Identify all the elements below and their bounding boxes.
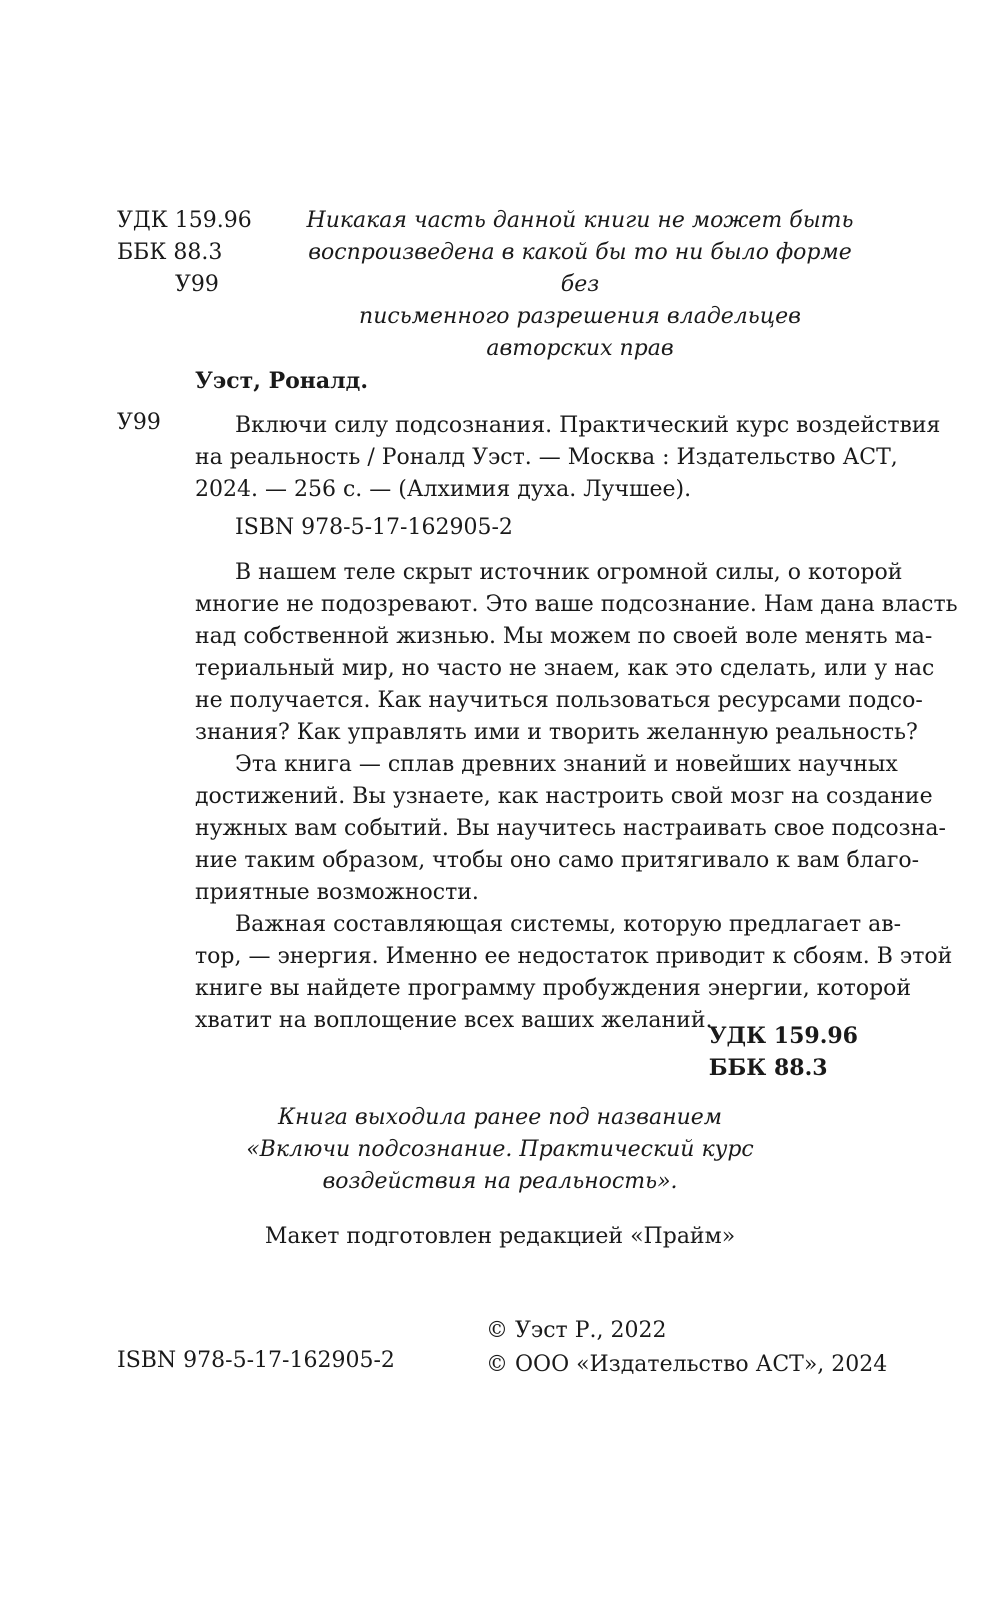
annotation-line: териальный мир, но часто не знаем, как это сделать, или у нас (195, 656, 935, 681)
udk-code-bottom: УДК 159.96 (708, 1023, 858, 1049)
annotation-line: достижений. Вы узнаете, как настроить свой мозг на создание (195, 784, 933, 809)
copyright-notice (300, 205, 860, 365)
annotation-line: знания? Как управлять ими и творить желанную реальность? (195, 720, 918, 745)
annotation-line: В нашем теле скрыт источник огромной силы, о которой (235, 560, 903, 585)
author-heading: Уэст, Роналд. (195, 368, 369, 394)
isbn-record: ISBN 978-5-17-162905-2 (235, 515, 513, 540)
previous-title-line: «Включи подсознание. Практический курс (246, 1137, 754, 1162)
bbk-code-bottom: ББК 88.3 (708, 1055, 828, 1081)
previous-title-line: Книга выходила ранее под названием (277, 1105, 723, 1130)
annotation-line: нужных вам событий. Вы научитесь настраивать свое подсозна- (195, 816, 946, 841)
annotation-line: многие не подозревают. Это ваше подсознание. Нам дана власть (195, 592, 958, 617)
classification-codes-bottom (709, 1020, 858, 1084)
copyright-lines (486, 1314, 887, 1382)
annotation-paragraph (195, 557, 958, 749)
annotation-line: не получается. Как научиться пользоваться ресурсами подсо- (195, 688, 923, 713)
isbn-bottom: ISBN 978-5-17-162905-2 (117, 1348, 395, 1373)
annotation-paragraph (195, 749, 946, 909)
classification-codes-top (117, 205, 252, 301)
annotation-paragraph (195, 909, 953, 1037)
author-mark-left: У99 (117, 410, 161, 435)
annotation (195, 557, 958, 1037)
notice-line: воспроизведена в какой бы то ни было форме без (308, 240, 852, 297)
previous-title-note (0, 1102, 1000, 1198)
annotation-line: книге вы найдете программу пробуждения энергии, которой (195, 976, 912, 1001)
biblio-line: на реальность / Роналд Уэст. — Москва : Издательство АСТ, (195, 445, 898, 470)
annotation-line: над собственной жизнью. Мы можем по своей воле менять ма- (195, 624, 933, 649)
author-mark-code: У99 (175, 272, 219, 297)
copyright-publisher: © ООО «Издательство АСТ», 2024 (486, 1352, 888, 1377)
previous-title-line: воздействия на реальность». (322, 1169, 678, 1194)
annotation-line: хватит на воплощение всех ваших желаний. (195, 1008, 713, 1033)
annotation-line: приятные возможности. (195, 880, 479, 905)
notice-line: Никакая часть данной книги не может быть (306, 208, 854, 233)
annotation-line: Важная составляющая системы, которую предлагает ав- (235, 912, 902, 937)
biblio-line: 2024. — 256 с. — (Алхимия духа. Лучшее). (195, 477, 692, 502)
annotation-line: ние таким образом, чтобы оно само притягивало к вам благо- (195, 848, 920, 873)
annotation-line: Эта книга — сплав древних знаний и новейших научных (235, 752, 898, 777)
bibliographic-record (195, 410, 941, 506)
layout-credit: Макет подготовлен редакцией «Прайм» (264, 1224, 736, 1249)
udk-code: УДК 159.96 (117, 208, 252, 233)
copyright-author: © Уэст Р., 2022 (486, 1318, 667, 1343)
biblio-line: Включи силу подсознания. Практический курс воздействия (235, 413, 941, 438)
bbk-code: ББК 88.3 (117, 240, 223, 265)
notice-line: письменного разрешения владельцев авторских прав (359, 304, 801, 361)
annotation-line: тор, — энергия. Именно ее недостаток приводит к сбоям. В этой (195, 944, 953, 969)
